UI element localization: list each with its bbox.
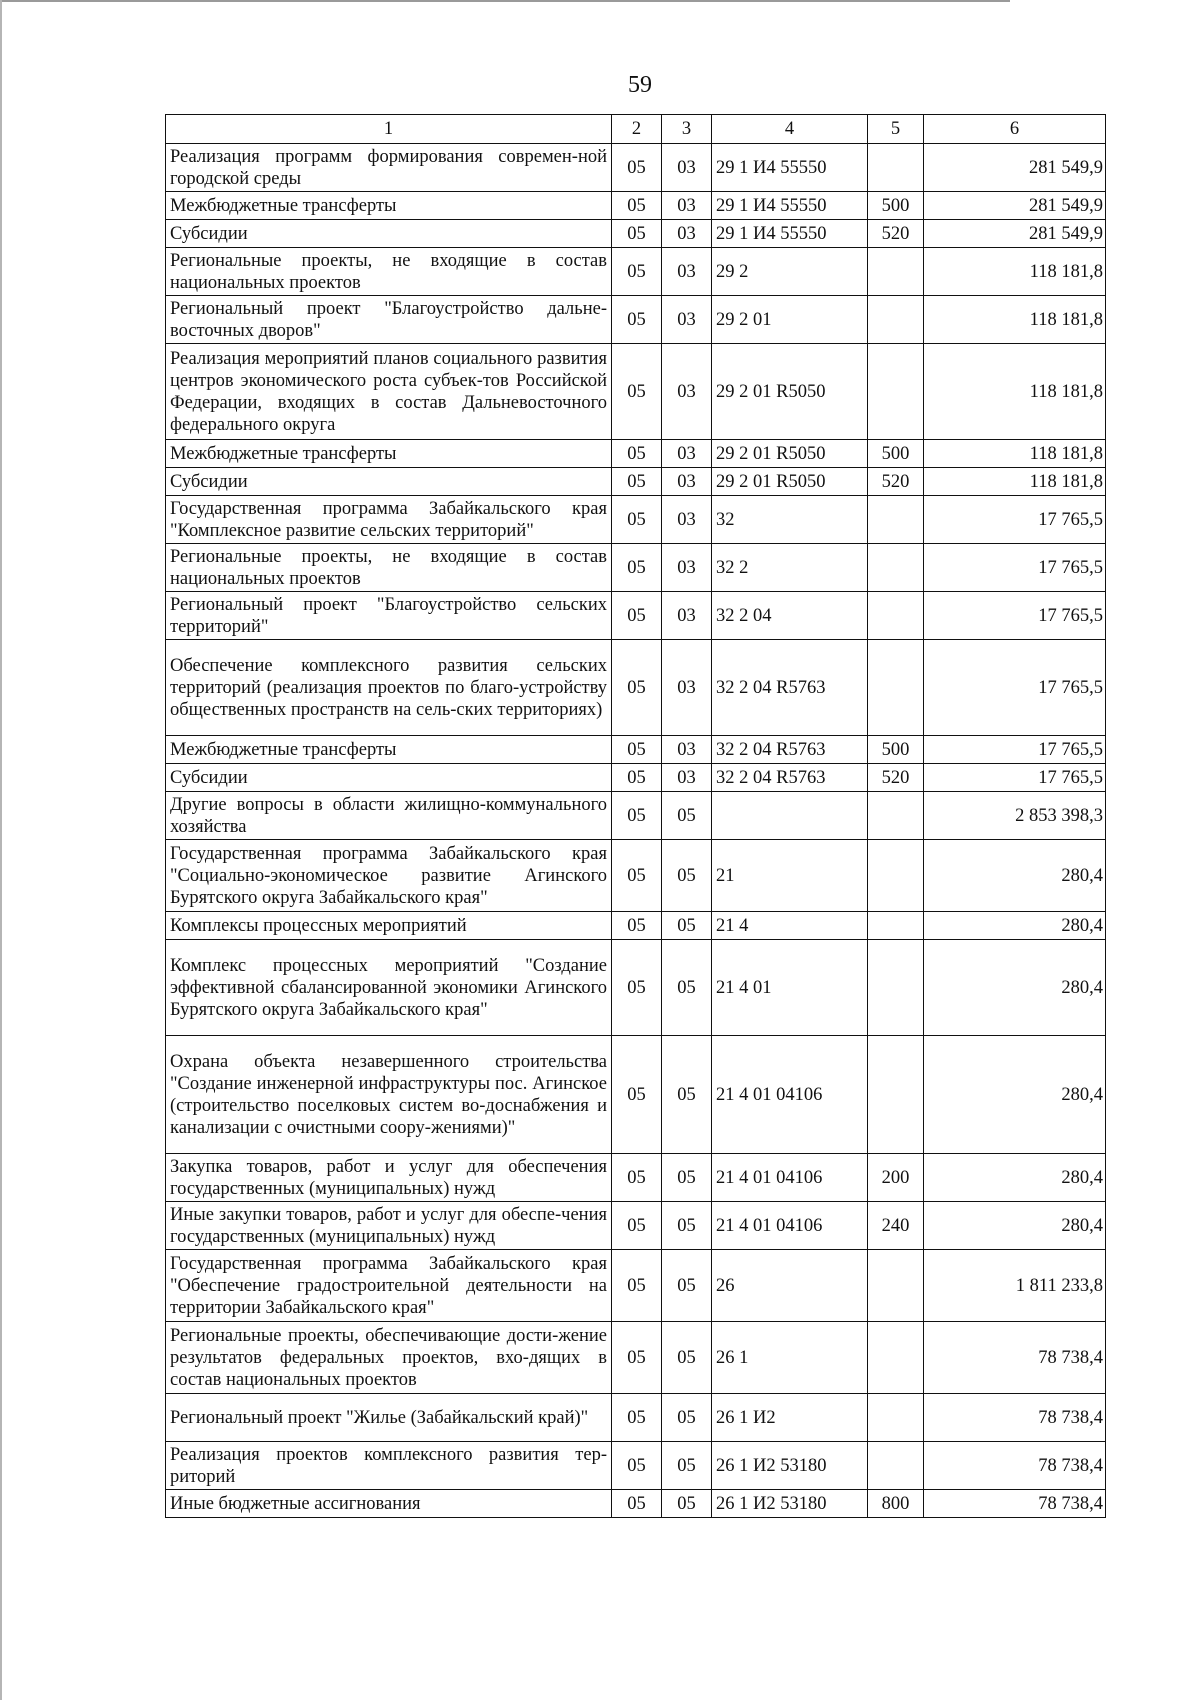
row-section: 05	[612, 592, 662, 640]
row-amount: 118 181,8	[924, 468, 1106, 496]
row-amount: 280,4	[924, 1202, 1106, 1250]
row-name: Межбюджетные трансферты	[166, 440, 612, 468]
row-amount: 118 181,8	[924, 344, 1106, 440]
scan-edge-left	[0, 0, 2, 1700]
row-name: Межбюджетные трансферты	[166, 736, 612, 764]
row-section: 05	[612, 496, 662, 544]
row-expense-type	[868, 296, 924, 344]
row-section: 05	[612, 144, 662, 192]
table-row	[166, 912, 1106, 940]
table-row	[166, 296, 1106, 344]
row-subsection: 03	[662, 468, 712, 496]
row-target-code: 29 1 И4 55550	[712, 192, 868, 220]
table-row	[166, 248, 1106, 296]
table-row	[166, 1154, 1106, 1202]
row-section: 05	[612, 840, 662, 912]
row-expense-type	[868, 1322, 924, 1394]
row-section: 05	[612, 640, 662, 736]
row-name: Субсидии	[166, 468, 612, 496]
row-subsection: 03	[662, 296, 712, 344]
table-row	[166, 344, 1106, 440]
row-target-code: 26 1	[712, 1322, 868, 1394]
row-target-code: 32 2 04 R5763	[712, 736, 868, 764]
row-amount: 17 765,5	[924, 496, 1106, 544]
row-subsection: 03	[662, 544, 712, 592]
row-name: Межбюджетные трансферты	[166, 192, 612, 220]
row-name: Обеспечение комплексного развития сельских территорий (реализация проектов по благо-устройству общественных пространств на сель-ских территориях)	[166, 640, 612, 736]
table-row	[166, 764, 1106, 792]
row-name: Реализация проектов комплексного развития тер-риторий	[166, 1442, 612, 1490]
header-cell-5: 5	[868, 115, 924, 144]
row-name: Закупка товаров, работ и услуг для обеспечения государственных (муниципальных) нужд	[166, 1154, 612, 1202]
table-row	[166, 1202, 1106, 1250]
table-row	[166, 544, 1106, 592]
row-amount: 281 549,9	[924, 220, 1106, 248]
row-name: Государственная программа Забайкальского края "Социально-экономическое развитие Агинского Бурятского округа Забайкальского края"	[166, 840, 612, 912]
row-expense-type	[868, 1250, 924, 1322]
row-target-code: 26	[712, 1250, 868, 1322]
row-section: 05	[612, 296, 662, 344]
row-expense-type	[868, 912, 924, 940]
row-subsection: 03	[662, 496, 712, 544]
row-subsection: 03	[662, 640, 712, 736]
row-amount: 17 765,5	[924, 592, 1106, 640]
row-expense-type	[868, 1036, 924, 1154]
table-body	[166, 115, 1106, 1518]
row-subsection: 05	[662, 1442, 712, 1490]
row-target-code: 26 1 И2 53180	[712, 1442, 868, 1490]
row-target-code: 32 2 04 R5763	[712, 640, 868, 736]
row-section: 05	[612, 1202, 662, 1250]
row-section: 05	[612, 1490, 662, 1518]
row-name: Комплексы процессных мероприятий	[166, 912, 612, 940]
row-subsection: 05	[662, 1202, 712, 1250]
row-section: 05	[612, 1322, 662, 1394]
header-row	[166, 115, 1106, 144]
row-expense-type: 520	[868, 468, 924, 496]
row-expense-type: 520	[868, 764, 924, 792]
row-target-code: 32 2 04 R5763	[712, 764, 868, 792]
row-section: 05	[612, 764, 662, 792]
row-name: Государственная программа Забайкальского края "Обеспечение градостроительной деятельности на территории Забайкальского края"	[166, 1250, 612, 1322]
row-section: 05	[612, 344, 662, 440]
row-amount: 1 811 233,8	[924, 1250, 1106, 1322]
header-cell-4: 4	[712, 115, 868, 144]
row-amount: 281 549,9	[924, 144, 1106, 192]
table-row	[166, 840, 1106, 912]
row-section: 05	[612, 220, 662, 248]
row-amount: 280,4	[924, 1154, 1106, 1202]
table-row	[166, 192, 1106, 220]
row-expense-type	[868, 1394, 924, 1442]
row-subsection: 05	[662, 1322, 712, 1394]
row-amount: 280,4	[924, 1036, 1106, 1154]
row-expense-type: 800	[868, 1490, 924, 1518]
row-amount: 2 853 398,3	[924, 792, 1106, 840]
row-name: Региональные проекты, обеспечивающие дости-жение результатов федеральных проектов, вхо-дящих в состав национальных проектов	[166, 1322, 612, 1394]
row-subsection: 05	[662, 792, 712, 840]
row-subsection: 05	[662, 940, 712, 1036]
table-row	[166, 640, 1106, 736]
row-subsection: 05	[662, 1394, 712, 1442]
row-target-code: 26 1 И2	[712, 1394, 868, 1442]
row-expense-type	[868, 592, 924, 640]
row-amount: 118 181,8	[924, 296, 1106, 344]
table-row	[166, 1322, 1106, 1394]
row-section: 05	[612, 1036, 662, 1154]
row-expense-type	[868, 496, 924, 544]
row-name: Субсидии	[166, 220, 612, 248]
row-expense-type: 240	[868, 1202, 924, 1250]
row-subsection: 05	[662, 1250, 712, 1322]
row-amount: 280,4	[924, 840, 1106, 912]
row-name: Региональные проекты, не входящие в состав национальных проектов	[166, 544, 612, 592]
row-amount: 281 549,9	[924, 192, 1106, 220]
row-target-code: 29 2 01	[712, 296, 868, 344]
row-subsection: 03	[662, 736, 712, 764]
row-amount: 17 765,5	[924, 640, 1106, 736]
row-subsection: 03	[662, 144, 712, 192]
row-target-code: 32	[712, 496, 868, 544]
row-expense-type: 500	[868, 736, 924, 764]
row-subsection: 05	[662, 840, 712, 912]
row-amount: 118 181,8	[924, 440, 1106, 468]
header-cell-2: 2	[612, 115, 662, 144]
row-section: 05	[612, 192, 662, 220]
row-amount: 17 765,5	[924, 544, 1106, 592]
row-name: Комплекс процессных мероприятий "Создание эффективной сбалансированной экономики Агинского Бурятского округа Забайкальского края"	[166, 940, 612, 1036]
row-subsection: 05	[662, 1036, 712, 1154]
row-section: 05	[612, 468, 662, 496]
row-subsection: 05	[662, 1490, 712, 1518]
row-amount: 78 738,4	[924, 1490, 1106, 1518]
row-amount: 78 738,4	[924, 1394, 1106, 1442]
row-expense-type: 200	[868, 1154, 924, 1202]
row-amount: 78 738,4	[924, 1322, 1106, 1394]
table-row	[166, 940, 1106, 1036]
row-expense-type	[868, 248, 924, 296]
header-cell-6: 6	[924, 115, 1106, 144]
table-row	[166, 468, 1106, 496]
row-amount: 280,4	[924, 912, 1106, 940]
row-subsection: 03	[662, 440, 712, 468]
table-row	[166, 496, 1106, 544]
row-amount: 17 765,5	[924, 764, 1106, 792]
row-target-code: 21 4 01 04106	[712, 1036, 868, 1154]
row-target-code: 29 2	[712, 248, 868, 296]
row-target-code: 26 1 И2 53180	[712, 1490, 868, 1518]
row-subsection: 03	[662, 764, 712, 792]
row-section: 05	[612, 1250, 662, 1322]
table-row	[166, 1036, 1106, 1154]
row-section: 05	[612, 1394, 662, 1442]
row-expense-type	[868, 1442, 924, 1490]
page-number: 59	[628, 72, 652, 98]
table-row	[166, 1442, 1106, 1490]
row-name: Реализация программ формирования современ-ной городской среды	[166, 144, 612, 192]
row-name: Региональный проект "Благоустройство сельских территорий"	[166, 592, 612, 640]
row-target-code: 29 2 01 R5050	[712, 440, 868, 468]
row-target-code: 21 4	[712, 912, 868, 940]
row-subsection: 03	[662, 248, 712, 296]
row-subsection: 03	[662, 344, 712, 440]
row-section: 05	[612, 792, 662, 840]
row-name: Иные закупки товаров, работ и услуг для обеспе-чения государственных (муниципальных) нужд	[166, 1202, 612, 1250]
row-name: Реализация мероприятий планов социального развития центров экономического роста субъек-тов Российской Федерации, входящих в состав Дальневосточного федерального округа	[166, 344, 612, 440]
row-target-code: 29 1 И4 55550	[712, 220, 868, 248]
row-name: Охрана объекта незавершенного строительства "Создание инженерной инфраструктуры пос. Агинское (строительство поселковых систем во-доснабжения и канализации с очистными соору-жениями)"	[166, 1036, 612, 1154]
row-expense-type	[868, 640, 924, 736]
row-target-code: 21	[712, 840, 868, 912]
row-target-code: 32 2	[712, 544, 868, 592]
row-name: Региональные проекты, не входящие в состав национальных проектов	[166, 248, 612, 296]
budget-table	[165, 114, 1106, 1518]
row-section: 05	[612, 1154, 662, 1202]
table-row	[166, 144, 1106, 192]
table-row	[166, 1490, 1106, 1518]
row-target-code: 21 4 01 04106	[712, 1154, 868, 1202]
row-target-code: 21 4 01 04106	[712, 1202, 868, 1250]
row-target-code: 29 1 И4 55550	[712, 144, 868, 192]
table-row	[166, 1250, 1106, 1322]
header-cell-1: 1	[166, 115, 612, 144]
row-target-code	[712, 792, 868, 840]
row-expense-type: 500	[868, 192, 924, 220]
row-expense-type: 520	[868, 220, 924, 248]
row-section: 05	[612, 248, 662, 296]
row-subsection: 05	[662, 912, 712, 940]
row-target-code: 29 2 01 R5050	[712, 468, 868, 496]
scan-edge-top	[0, 0, 1010, 2]
row-target-code: 32 2 04	[712, 592, 868, 640]
row-name: Другие вопросы в области жилищно-коммунального хозяйства	[166, 792, 612, 840]
row-amount: 118 181,8	[924, 248, 1106, 296]
row-target-code: 21 4 01	[712, 940, 868, 1036]
table-row	[166, 792, 1106, 840]
row-amount: 17 765,5	[924, 736, 1106, 764]
row-subsection: 05	[662, 1154, 712, 1202]
row-section: 05	[612, 440, 662, 468]
row-section: 05	[612, 1442, 662, 1490]
table-row	[166, 1394, 1106, 1442]
table-row	[166, 736, 1106, 764]
row-expense-type	[868, 940, 924, 1036]
row-expense-type	[868, 792, 924, 840]
row-expense-type	[868, 344, 924, 440]
row-section: 05	[612, 544, 662, 592]
row-target-code: 29 2 01 R5050	[712, 344, 868, 440]
row-expense-type: 500	[868, 440, 924, 468]
table-row	[166, 592, 1106, 640]
row-name: Региональный проект "Жилье (Забайкальский край)"	[166, 1394, 612, 1442]
row-expense-type	[868, 544, 924, 592]
row-section: 05	[612, 736, 662, 764]
row-amount: 78 738,4	[924, 1442, 1106, 1490]
row-name: Субсидии	[166, 764, 612, 792]
table-row	[166, 440, 1106, 468]
row-expense-type	[868, 144, 924, 192]
row-expense-type	[868, 840, 924, 912]
row-amount: 280,4	[924, 940, 1106, 1036]
row-subsection: 03	[662, 592, 712, 640]
row-subsection: 03	[662, 192, 712, 220]
row-section: 05	[612, 912, 662, 940]
row-name: Государственная программа Забайкальского края "Комплексное развитие сельских территорий"	[166, 496, 612, 544]
row-section: 05	[612, 940, 662, 1036]
header-cell-3: 3	[662, 115, 712, 144]
row-name: Иные бюджетные ассигнования	[166, 1490, 612, 1518]
table-row	[166, 220, 1106, 248]
row-name: Региональный проект "Благоустройство дальне-восточных дворов"	[166, 296, 612, 344]
row-subsection: 03	[662, 220, 712, 248]
